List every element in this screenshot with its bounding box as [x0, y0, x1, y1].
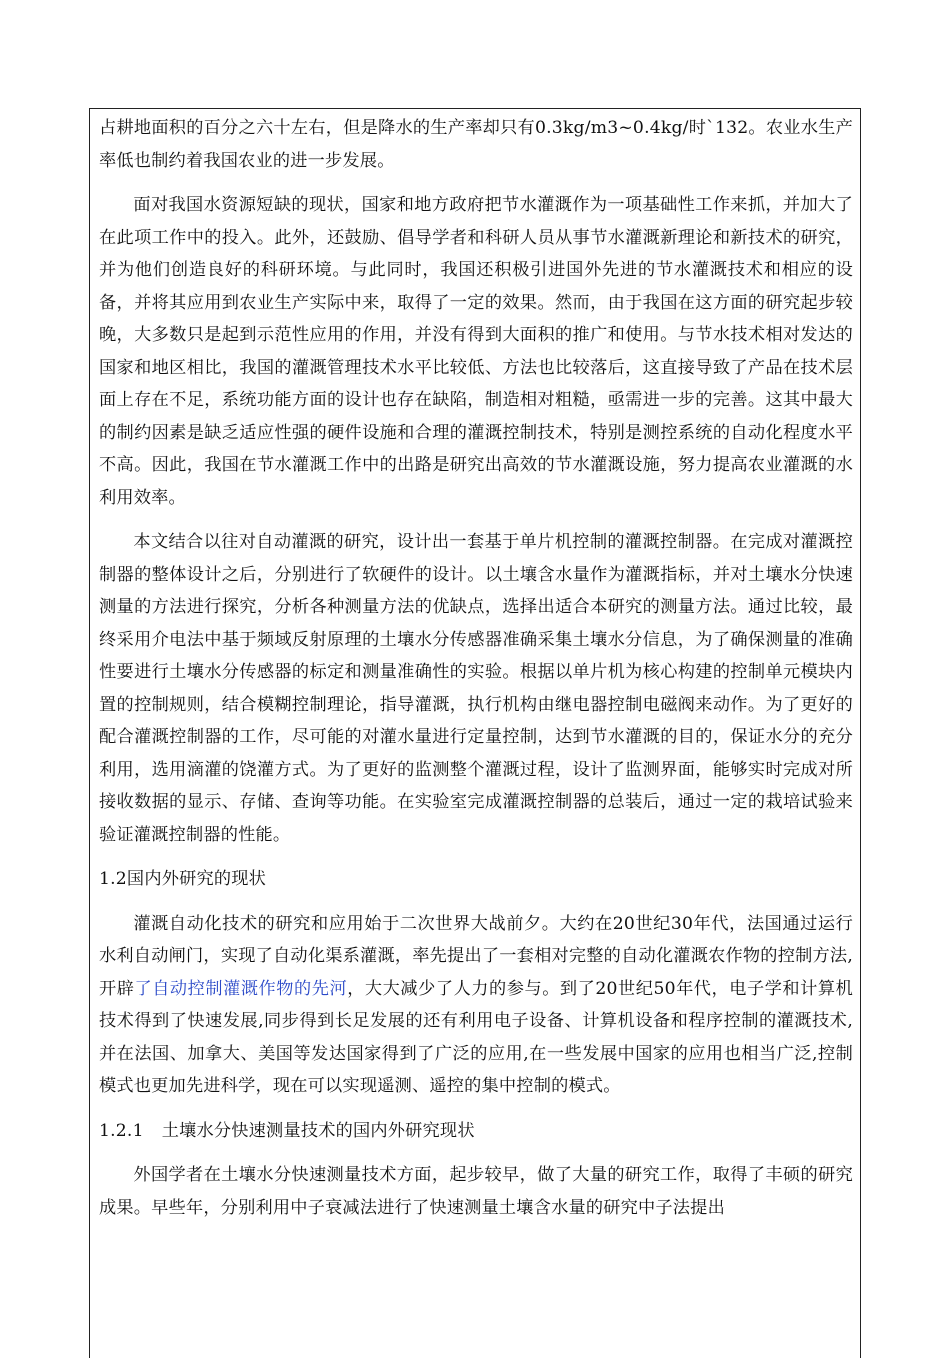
paragraph-foreign-research: 外国学者在土壤水分快速测量技术方面，起步较早，做了大量的研究工作，取得了丰硕的研究成果。早些年，分别利用中子衰减法进行了快速测量土壤含水量的研究中子法提出: [99, 1165, 853, 1218]
section-heading-1-2-1: [99, 1115, 853, 1148]
paragraph-automation-history: [99, 908, 853, 1103]
paragraph-thesis-summary: 本文结合以往对自动灌溉的研究，设计出一套基于单片机控制的灌溉控制器。在完成对灌溉控制器的整体设计之后，分别进行了软硬件的设计。以土壤含水量作为灌溉指标，并对土壤水分快速测量的方法进行探究，分析各种测量方法的优缺点，选择出适合本研究的测量方法。通过比较，最终采用介电法中基于频域反射原理的土壤水分传感器准确采集土壤水分信息，为了确保测量的准确性要进行土壤水分传感器的标定和测量准确性的实验。根据以单片机为核心构建的控制单元模块内置的控制规则，结合模糊控制理论，指导灌溉，执行机构由继电器控制电磁阀来动作。为了更好的配合灌溉控制器的工作，尽可能的对灌水量进行定量控制，达到节水灌溉的目的，保证水分的充分利用，选用滴灌的饶灌方式。为了更好的监测整个灌溉过程，设计了监测界面，能够实时完成对所接收数据的显示、存储、查询等功能。在实验室完成灌溉控制器的总装后，通过一定的栽培试验来验证灌溉控制器的性能。: [99, 532, 853, 845]
document-body: [99, 112, 853, 1236]
section-number: 1.2.1: [99, 1120, 144, 1141]
paragraph-text-before-link: 灌溉自动化技术的研究和应用始于二次世界大战前夕。大约在20世纪30年代，法国通过运行水利自动闸门，实现了自动化渠系灌溉，率先提出了一套相对完整的自动化灌溉农作物的控制方法,开辟: [99, 913, 853, 999]
paragraph-continuation: 占耕地面积的百分之六十左右，但是降水的生产率却只有0.3kg/m3~0.4kg/时`132。农业水生产率低也制约着我国农业的进一步发展。: [99, 118, 853, 171]
section-title: 土壤水分快速测量技术的国内外研究现状: [161, 1120, 475, 1141]
paragraph-text-after-link: ，大大减少了人力的参与。到了20世纪50年代，电子学和计算机技术得到了快速发展,同步得到长足发展的还有利用电子设备、计算机设备和程序控制的灌溉技术,并在法国、加拿大、美国等发达国家得到了广泛的应用,在一些发展中国家的应用也相当广泛,控制模式也更加先进科学，现在可以实现遥测、遥控的集中控制的模式。: [99, 978, 853, 1096]
section-heading-1-2: 1.2国内外研究的现状: [99, 869, 267, 889]
hyperlink-text[interactable]: 了自动控制灌溉作物的先河: [134, 978, 348, 999]
paragraph-water-shortage: 面对我国水资源短缺的现状，国家和地方政府把节水灌溉作为一项基础性工作来抓，并加大了在此项工作中的投入。此外，还鼓励、倡导学者和科研人员从事节水灌溉新理论和新技术的研究，并为他们创造良好的科研环境。与此同时，我国还积极引进国外先进的节水灌溉技术和相应的设备，并将其应用到农业生产实际中来，取得了一定的效果。然而，由于我国在这方面的研究起步较晚，大多数只是起到示范性应用的作用，并没有得到大面积的推广和使用。与节水技术相对发达的国家和地区相比，我国的灌溉管理技术水平比较低、方法也比较落后，这直接导致了产品在技术层面上存在不足，系统功能方面的设计也存在缺陷，制造相对粗糙，亟需进一步的完善。这其中最大的制约因素是缺乏适应性强的硬件设施和合理的灌溉控制技术，特别是测控系统的自动化程度水平不高。因此，我国在节水灌溉工作中的出路是研究出高效的节水灌溉设施，努力提高农业灌溉的水利用效率。: [99, 195, 853, 508]
